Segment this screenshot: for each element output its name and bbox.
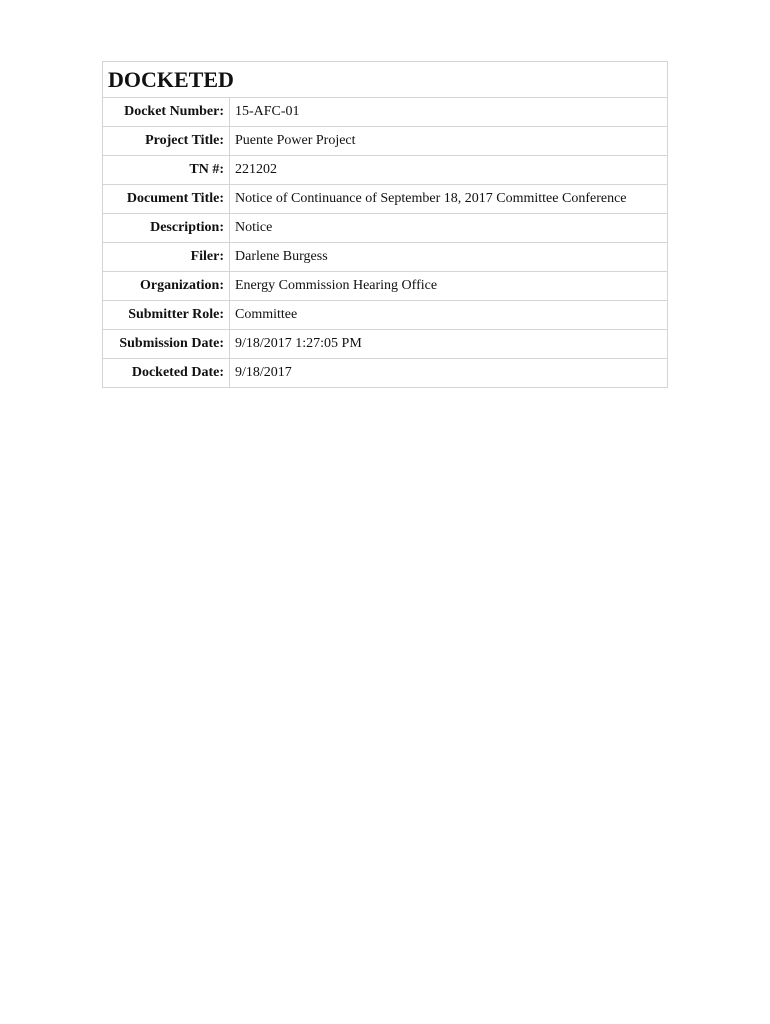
organization-value: Energy Commission Hearing Office — [230, 272, 668, 301]
description-label: Description: — [103, 214, 230, 243]
document-title-value: Notice of Continuance of September 18, 2017 Committee Conference — [230, 185, 668, 214]
submitter-role-row — [103, 301, 668, 330]
filer-value: Darlene Burgess — [230, 243, 668, 272]
filer-row — [103, 243, 668, 272]
organization-label: Organization: — [103, 272, 230, 301]
docket-number-value: 15-AFC-01 — [230, 98, 668, 127]
docketed-date-row — [103, 359, 668, 388]
docketed-date-label: Docketed Date: — [103, 359, 230, 388]
submission-date-row — [103, 330, 668, 359]
organization-row — [103, 272, 668, 301]
submitter-role-label: Submitter Role: — [103, 301, 230, 330]
docket-heading: DOCKETED — [103, 62, 668, 98]
description-row — [103, 214, 668, 243]
project-title-value: Puente Power Project — [230, 127, 668, 156]
submitter-role-value: Committee — [230, 301, 668, 330]
submission-date-value: 9/18/2017 1:27:05 PM — [230, 330, 668, 359]
document-title-label: Document Title: — [103, 185, 230, 214]
docket-heading-row — [103, 62, 668, 98]
description-value: Notice — [230, 214, 668, 243]
docketed-date-value: 9/18/2017 — [230, 359, 668, 388]
project-title-label: Project Title: — [103, 127, 230, 156]
filer-label: Filer: — [103, 243, 230, 272]
tn-number-label: TN #: — [103, 156, 230, 185]
docket-number-label: Docket Number: — [103, 98, 230, 127]
tn-number-row — [103, 156, 668, 185]
document-title-row — [103, 185, 668, 214]
docket-info-table — [102, 61, 668, 388]
project-title-row — [103, 127, 668, 156]
docket-number-row — [103, 98, 668, 127]
tn-number-value: 221202 — [230, 156, 668, 185]
submission-date-label: Submission Date: — [103, 330, 230, 359]
